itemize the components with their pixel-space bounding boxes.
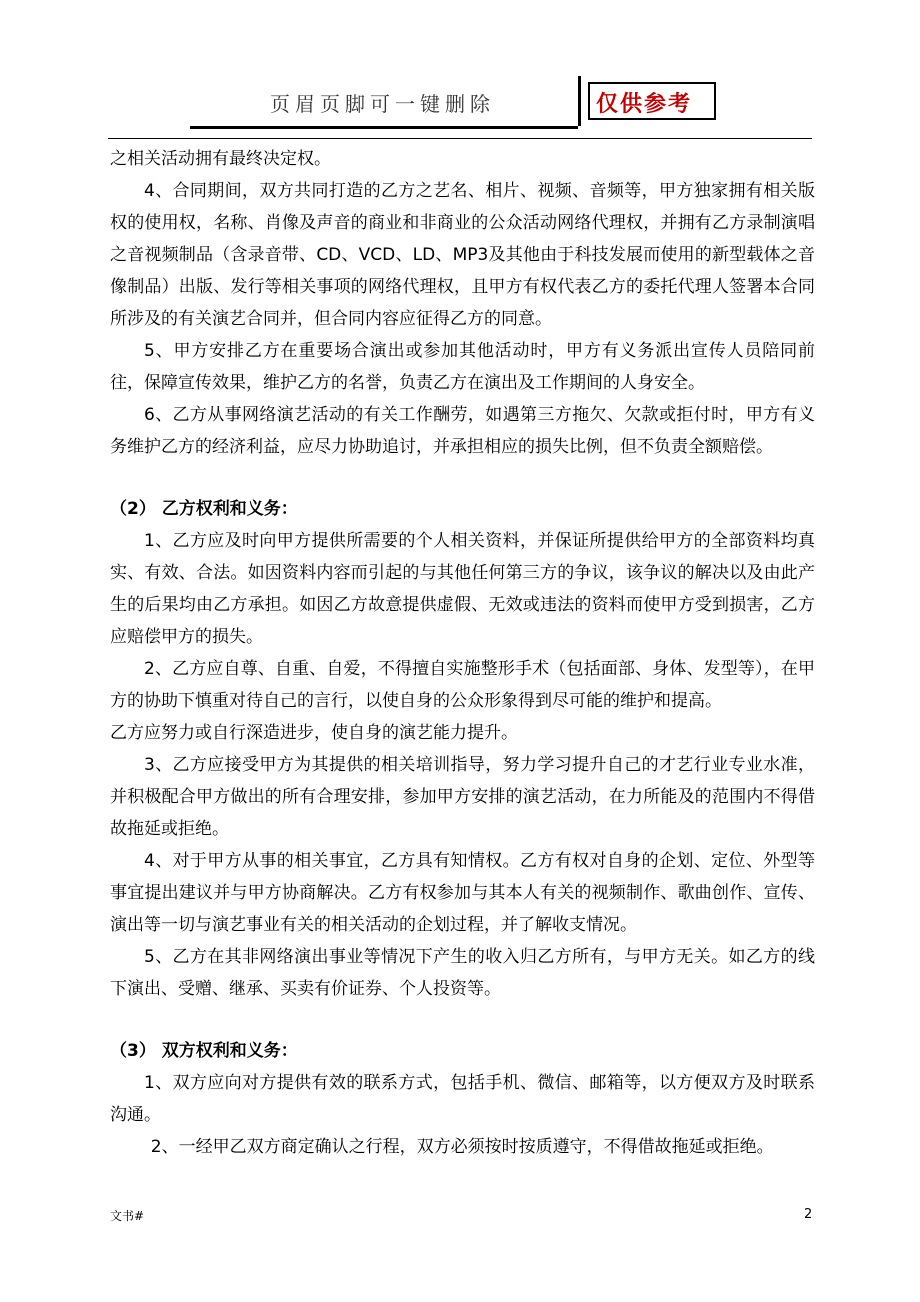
party-b-item-1: 1、乙方应及时向甲方提供所需要的个人相关资料，并保证所提供给甲方的全部资料均真实、有效、合法。如因资料内容而引起的与其他任何第三方的争议，该争议的解决以及由此产生的后果均由乙方承担。如因乙方故意提供虚假、无效或违法的资料而使甲方受到损害，乙方应赔偿甲方的损失。 (110, 531, 815, 647)
reference-stamp (588, 82, 716, 120)
both-parties-item-2: 2、一经甲乙双方商定确认之行程，双方必须按时按质遵守，不得借故拖延或拒绝。 (150, 1137, 774, 1157)
page-header-banner (190, 76, 726, 126)
section-gap (110, 463, 815, 493)
party-b-item-3: 3、乙方应接受甲方为其提供的相关培训指导，努力学习提升自己的才艺行业专业水准，并积极配合甲方做出的所有合理安排，参加甲方安排的演艺活动，在力所能及的范围内不得借故拖延或拒绝。 (110, 755, 815, 839)
section-heading-both-parties: （3） 双方权利和义务： (110, 1041, 298, 1061)
party-b-note: 乙方应努力或自行深造进步，使自身的演艺能力提升。 (110, 723, 518, 743)
paragraph-item-4: 4、合同期间，双方共同打造的乙方之艺名、相片、视频、音频等，甲方独家拥有相关版权的使用权，名称、肖像及声音的商业和非商业的公众活动网络代理权，并拥有乙方录制演唱之音视频制品（含录音带、CD、VCD、LD、MP3及其他由于科技发展而使用的新型载体之音像制品）出版、发行等相关事项的网络代理权，且甲方有权代表乙方的委托代理人签署本合同所涉及的有关演艺合同并，但合同内容应征得乙方的同意。 (110, 181, 815, 329)
party-b-item-4: 4、对于甲方从事的相关事宜，乙方具有知情权。乙方有权对自身的企划、定位、外型等事宜提出建议并与甲方协商解决。乙方有权参加与其本人有关的视频制作、歌曲创作、宣传、演出等一切与演艺事业有关的相关活动的企划过程，并了解收支情况。 (110, 851, 815, 935)
paragraph-item-6: 6、乙方从事网络演艺活动的有关工作酬劳，如遇第三方拖欠、欠款或拒付时，甲方有义务维护乙方的经济利益，应尽力协助追讨，并承担相应的损失比例，但不负责全额赔偿。 (110, 405, 815, 457)
footer-doc-label: 文书# (110, 1209, 145, 1223)
header-divider (578, 76, 581, 126)
paragraph-item-5: 5、甲方安排乙方在重要场合演出或参加其他活动时，甲方有义务派出宣传人员陪同前往，保障宣传效果，维护乙方的名誉，负责乙方在演出及工作期间的人身安全。 (110, 341, 815, 393)
header-banner-box (190, 76, 578, 129)
page-number: 2 (804, 1207, 813, 1222)
reference-stamp-text: 仅供参考 (596, 91, 693, 117)
party-b-item-2: 2、乙方应自尊、自重、自爱，不得擅自实施整形手术（包括面部、身体、发型等），在甲方的协助下慎重对待自己的言行，以使自身的公众形象得到尽可能的维护和提高。 (110, 659, 815, 711)
header-rule (108, 138, 812, 139)
party-b-item-5: 5、乙方在其非网络演出事业等情况下产生的收入归乙方所有，与甲方无关。如乙方的线下演出、受赠、继承、买卖有价证券、个人投资等。 (110, 947, 815, 999)
section-heading-party-b: （2） 乙方权利和义务： (110, 499, 298, 519)
section-gap (110, 1005, 815, 1035)
header-banner-text: 页眉页脚可一键删除 (270, 92, 495, 116)
both-parties-item-1: 1、双方应向对方提供有效的联系方式，包括手机、微信、邮箱等，以方便双方及时联系沟通。 (110, 1073, 815, 1125)
document-body (110, 143, 815, 1163)
paragraph-continuation: 之相关活动拥有最终决定权。 (110, 149, 331, 169)
